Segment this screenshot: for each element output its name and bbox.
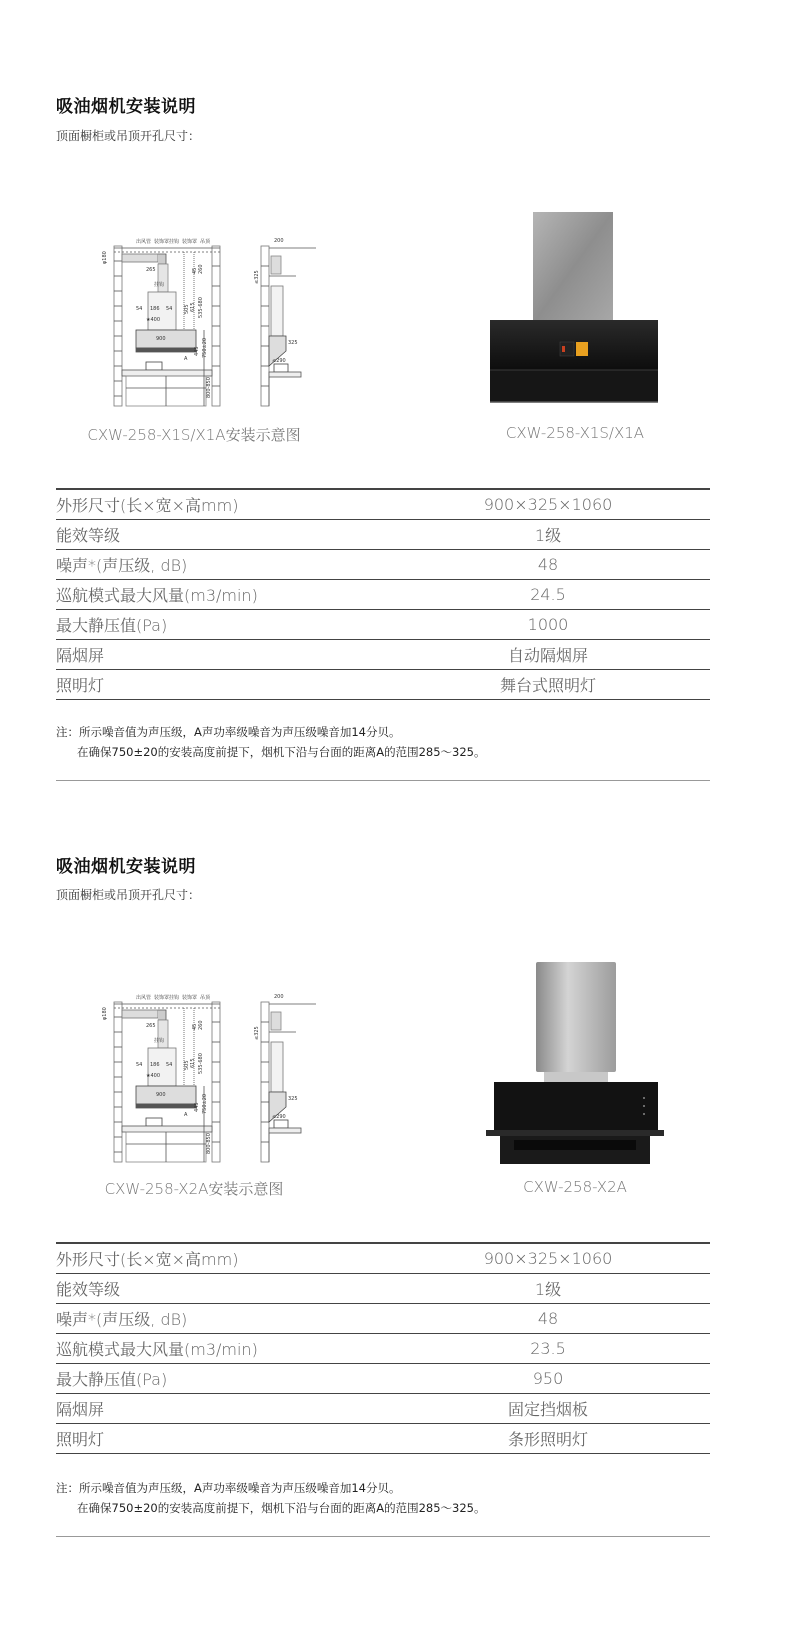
spec-value: 950: [532, 1369, 564, 1388]
note: [56, 1478, 485, 1518]
install-diagram: [86, 982, 346, 1182]
diagram-label: 750±20: [202, 1093, 208, 1114]
diagram-label: 出风管: [136, 239, 152, 245]
diagram-label: 800-850: [206, 1133, 212, 1154]
diagram-label: A: [184, 356, 188, 362]
diagram-label: φ180: [102, 1007, 108, 1020]
note-line-1: 注：所示噪音值为声压级，A声功率级噪音为声压级噪音加14分贝。: [56, 1481, 401, 1495]
diagram-label: φ180: [102, 251, 108, 264]
diagram-label: 750±20: [202, 337, 208, 358]
diagram-label: 200: [274, 238, 284, 244]
diagram-label: 325: [288, 340, 298, 346]
spec-row: [56, 550, 710, 580]
diagram-label: 挂钩: [154, 1038, 165, 1044]
spec-row: [56, 490, 710, 520]
spec-row: [56, 610, 710, 640]
diagram-label: 505: [184, 1060, 190, 1070]
note: [56, 722, 485, 762]
section-title: 吸油烟机安装说明: [56, 857, 196, 877]
product-caption: CXW-258-X2A: [523, 1178, 627, 1196]
spec-label: 巡航模式最大风量(m3/min): [56, 1340, 258, 1359]
spec-label: 外形尺寸(长×宽×高mm): [56, 1250, 239, 1269]
note-line-1: 注：所示噪音值为声压级，A声功率级噪音为声压级噪音加14分贝。: [56, 725, 401, 739]
diagram-label: 900: [156, 1092, 166, 1098]
spec-value: 1级: [534, 526, 562, 545]
diagram-label: 装饰罩: [182, 239, 198, 245]
spec-value: 48: [537, 1309, 559, 1328]
spec-row: [56, 1424, 710, 1454]
spec-label: 隔烟屏: [56, 646, 105, 665]
diagram-label: 45: [192, 1023, 198, 1030]
section-divider: [56, 1536, 710, 1537]
diagram-label: 265: [146, 1023, 156, 1029]
spec-value: 900×325×1060: [483, 1249, 613, 1268]
spec-label: 隔烟屏: [56, 1400, 105, 1419]
spec-row: [56, 1304, 710, 1334]
diagram-label: A: [184, 1112, 188, 1118]
product-caption: CXW-258-X1S/X1A: [505, 424, 645, 442]
diagram-caption: CXW-258-X1S/X1A安装示意图: [87, 426, 301, 444]
diagram-label: ≤325: [254, 1026, 260, 1040]
diagram-label: 260: [198, 264, 204, 274]
section-subtitle: 顶面橱柜或吊顶开孔尺寸：: [56, 129, 201, 143]
spec-label: 能效等级: [56, 1280, 121, 1299]
spec-row: [56, 520, 710, 550]
spec-value: 48: [537, 555, 559, 574]
section-divider: [56, 780, 710, 781]
diagram-label: 装饰罩挂钩: [154, 995, 180, 1001]
spec-value: 900×325×1060: [483, 495, 613, 514]
spec-value: 自动隔烟屏: [507, 646, 588, 665]
diagram-label: ★400: [146, 1073, 161, 1079]
spec-value: 23.5: [530, 1339, 566, 1358]
spec-label: 巡航模式最大风量(m3/min): [56, 586, 258, 605]
diagram-label: 54: [166, 306, 173, 312]
spec-row: [56, 580, 710, 610]
spec-value: 固定挡烟板: [507, 1400, 588, 1419]
diagram-label: 186: [150, 306, 160, 312]
spec-label: 噪声*(声压级, dB): [56, 556, 188, 575]
diagram-label: 200: [274, 994, 284, 1000]
spec-value: 舞台式照明灯: [499, 676, 596, 695]
spec-label: 最大静压值(Pa): [56, 616, 168, 635]
spec-value: 条形照明灯: [507, 1430, 588, 1449]
product-image-hood-x1: [488, 210, 660, 406]
spec-row: [56, 640, 710, 670]
diagram-label: 吊顶: [200, 239, 211, 245]
spec-row: [56, 1394, 710, 1424]
spec-table: [56, 1242, 710, 1454]
diagram-label: 吊顶: [200, 995, 211, 1001]
diagram-label: 445: [194, 346, 200, 356]
diagram-label: 900: [156, 336, 166, 342]
spec-value: 24.5: [530, 585, 566, 604]
diagram-label: 54: [136, 306, 143, 312]
diagram-caption: CXW-258-X2A安装示意图: [104, 1180, 284, 1198]
section-subtitle: 顶面橱柜或吊顶开孔尺寸：: [56, 888, 201, 902]
product-image-hood-x2: [484, 960, 666, 1170]
diagram-label: 挂钩: [154, 282, 165, 288]
note-line-2: 在确保750±20的安装高度前提下，烟机下沿与台面的距离A的范围285～325。: [77, 745, 486, 759]
spec-label: 照明灯: [56, 1430, 105, 1449]
diagram-label: ≤290: [272, 358, 286, 364]
spec-table: [56, 488, 710, 700]
diagram-label: 800-850: [206, 377, 212, 398]
spec-label: 能效等级: [56, 526, 121, 545]
diagram-label: 265: [146, 267, 156, 273]
install-diagram: [86, 226, 346, 426]
diagram-label: 325: [288, 1096, 298, 1102]
diagram-label: ≤325: [254, 270, 260, 284]
spec-row: [56, 1274, 710, 1304]
diagram-label: 535-680: [198, 1053, 204, 1074]
spec-row: [56, 1334, 710, 1364]
diagram-label: ★400: [146, 317, 161, 323]
section-title: 吸油烟机安装说明: [56, 97, 196, 117]
diagram-label: 535-680: [198, 297, 204, 318]
install-diagram-svg: [86, 982, 346, 1182]
spec-label: 噪声*(声压级, dB): [56, 1310, 188, 1329]
spec-value: 1级: [534, 1280, 562, 1299]
spec-row: [56, 1244, 710, 1274]
diagram-label: 505: [184, 304, 190, 314]
diagram-label: 615: [190, 302, 196, 312]
diagram-label: 260: [198, 1020, 204, 1030]
spec-value: 1000: [527, 615, 569, 634]
install-diagram-svg: [86, 226, 346, 426]
diagram-label: 装饰罩挂钩: [154, 239, 180, 245]
spec-label: 最大静压值(Pa): [56, 1370, 168, 1389]
spec-row: [56, 1364, 710, 1394]
spec-row: [56, 670, 710, 700]
diagram-label: 装饰罩: [182, 995, 198, 1001]
diagram-label: 出风管: [136, 995, 152, 1001]
diagram-label: ≤290: [272, 1114, 286, 1120]
spec-label: 外形尺寸(长×宽×高mm): [56, 496, 239, 515]
note-line-2: 在确保750±20的安装高度前提下，烟机下沿与台面的距离A的范围285～325。: [77, 1501, 486, 1515]
diagram-label: 45: [192, 267, 198, 274]
diagram-label: 615: [190, 1058, 196, 1068]
diagram-label: 54: [166, 1062, 173, 1068]
diagram-label: 186: [150, 1062, 160, 1068]
spec-label: 照明灯: [56, 676, 105, 695]
diagram-label: 54: [136, 1062, 143, 1068]
diagram-label: 445: [194, 1102, 200, 1112]
